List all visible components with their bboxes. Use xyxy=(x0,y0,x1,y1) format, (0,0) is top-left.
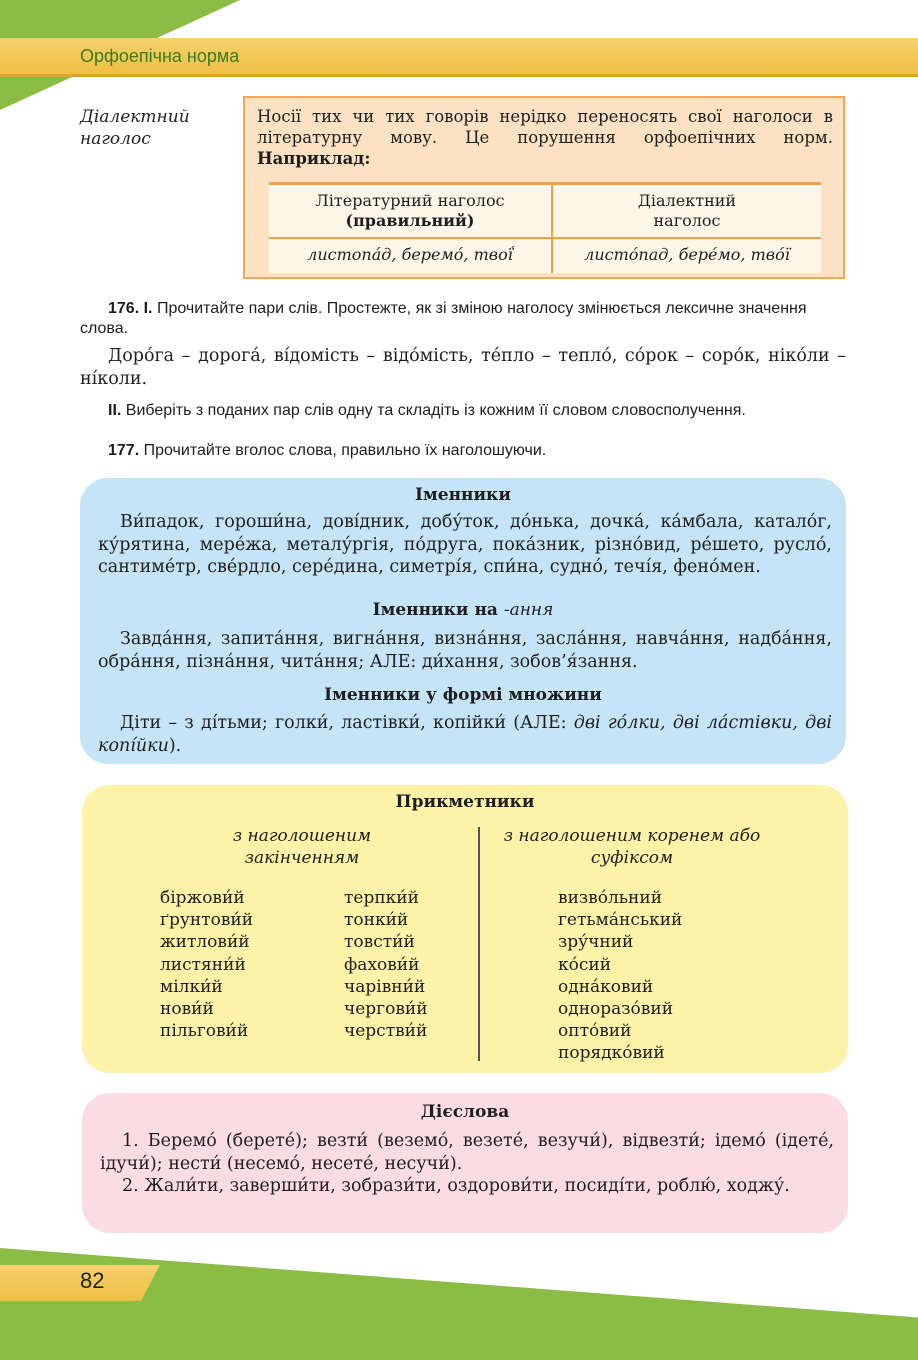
word: визво́льний xyxy=(558,888,663,908)
word: житлови́й xyxy=(160,932,250,953)
word: зру́чний xyxy=(558,932,634,953)
heading-text: Іменники на xyxy=(372,600,504,620)
table-header-dialect xyxy=(553,191,821,231)
plural-text: Діти – з ді́тьми; голки́, ластівки́, копійки́ (АЛЕ: xyxy=(120,713,574,733)
header-line: Літературний наголос xyxy=(315,191,505,210)
word: листяни́й xyxy=(160,954,246,975)
word: одна́ковий xyxy=(558,976,654,997)
adjectives-root-subhead: з наголошеним коренем або суфіксом xyxy=(503,826,761,868)
word: товсти́й xyxy=(344,932,415,953)
adjectives-heading: Прикметники xyxy=(395,792,535,812)
nouns-plural-heading: Іменники у формі множини xyxy=(324,685,602,705)
word: одноразо́вий xyxy=(558,999,674,1020)
plural-italic-text: дві го́лки, дві ла́стівки, дві копі́йки xyxy=(98,713,832,756)
exercise-177-task xyxy=(80,441,846,461)
example-label: Наприклад: xyxy=(257,149,371,168)
nouns-paragraph: Ви́падок, гороши́на, дові́дник, добу́ток, до́нька, дочка́, ка́мбала, катало́г, ку́рятина, мере́жа, металу́ргія, по́друга, пока́зник, різно́вид, ре́шето, русло́, сантиме́тр, све́рдло, сере́дина, симетрі́я, спи́на, судно́, течі́я, фено́мен. xyxy=(98,512,832,577)
dialect-info-box xyxy=(243,96,845,279)
table-cell-literary-example: листопа́д, беремо́, твоḯ xyxy=(307,245,513,264)
word: ґрунтови́й xyxy=(160,910,254,931)
word: опто́вий xyxy=(558,1021,632,1042)
section-header xyxy=(0,38,918,77)
adjectives-column-3 xyxy=(558,887,682,1065)
word: чарівни́й xyxy=(344,976,426,997)
verbs-line-2: 2. Жали́ти, заверши́ти, зобрази́ти, оздорови́ти, посиді́ти, роблю́, ходжу́. xyxy=(122,1176,790,1196)
bottom-decoration xyxy=(0,1248,918,1360)
word: гетьма́нський xyxy=(558,910,683,931)
header-line: (правильний) xyxy=(345,211,475,230)
exercise-number: 176. І. xyxy=(108,300,153,317)
adjectives-ending-subhead: з наголошеним закінченням xyxy=(232,826,372,868)
adjectives-box xyxy=(82,785,848,1073)
nouns-anna-paragraph: Завда́ння, запита́ння, вигна́ння, визна́ння, засла́ння, навча́ння, надба́ння, обра́ння, пізна́ння, чита́ння; АЛЕ: ди́хання, зобов’я́зання. xyxy=(98,629,832,672)
exercise-task-text: Прочитайте вголос слова, правильно їх наголошуючи. xyxy=(143,442,547,459)
exercise-task-text: Виберіть з поданих пар слів одну та складіть із кожним її словом словосполучення. xyxy=(125,402,746,419)
example-table xyxy=(269,182,821,273)
word: нови́й xyxy=(160,999,214,1020)
nouns-heading: Іменники xyxy=(415,485,511,505)
word: порядко́вий xyxy=(558,1043,665,1064)
plural-text-end: ). xyxy=(168,735,182,756)
nouns-plural-paragraph xyxy=(98,712,832,757)
dialect-description: Носії тих чи тих говорів нерідко переносять свої наголоси в літературну мову. Це порушення орфоепічних норм. xyxy=(257,107,833,147)
word: пільгови́й xyxy=(160,1021,249,1042)
header-line: Діалектний xyxy=(637,191,737,210)
word: мілки́й xyxy=(160,976,223,997)
word: чергови́й xyxy=(344,999,428,1020)
table-row-divider xyxy=(269,237,821,239)
exercise-176-words: Доро́га – дорога́, ві́домість – відо́мість, те́пло – тепло́, со́рок – соро́к, ніко́ли – ні́коли. xyxy=(80,346,846,389)
word: тонки́й xyxy=(344,910,409,931)
page-number: 82 xyxy=(80,1268,105,1293)
adjectives-column-divider xyxy=(478,827,480,1061)
dialect-side-label: Діалектний наголос xyxy=(80,107,190,149)
word: фахови́й xyxy=(344,954,420,975)
header-line: наголос xyxy=(653,211,721,230)
exercise-task-text: Прочитайте пари слів. Простежте, як зі зміною наголосу змінюється лексичне значення слова. xyxy=(80,300,807,337)
section-title: Орфоепічна норма xyxy=(80,46,240,66)
table-cell-dialect-example: листо́пад, бере́мо, тво́ї xyxy=(584,245,790,264)
nouns-box xyxy=(80,478,846,764)
exercise-number: 177. xyxy=(108,442,140,459)
adjectives-column-1 xyxy=(160,887,253,1042)
table-header-literary xyxy=(269,191,551,231)
word: черстви́й xyxy=(344,1021,428,1042)
adjectives-column-2 xyxy=(344,887,428,1042)
nouns-anna-heading xyxy=(80,600,846,620)
verbs-line-1: 1. Беремо́ (берете́); везти́ (веземо́, везете́, везучи́), відвезти́; ідемо́ (ідете́, ідучи́); нести́ (несемо́, несете́, несучи́). xyxy=(100,1131,834,1174)
word: ко́сий xyxy=(558,954,612,975)
exercise-176-task xyxy=(80,299,846,339)
word: терпки́й xyxy=(344,888,419,908)
dialect-text xyxy=(257,106,833,169)
verbs-box xyxy=(82,1093,848,1233)
word: біржови́й xyxy=(160,888,245,908)
heading-suffix: -ання xyxy=(503,600,554,620)
verbs-heading: Дієслова xyxy=(420,1102,510,1122)
exercise-part-number: ІІ. xyxy=(108,402,122,419)
exercise-176-part2 xyxy=(80,401,846,421)
